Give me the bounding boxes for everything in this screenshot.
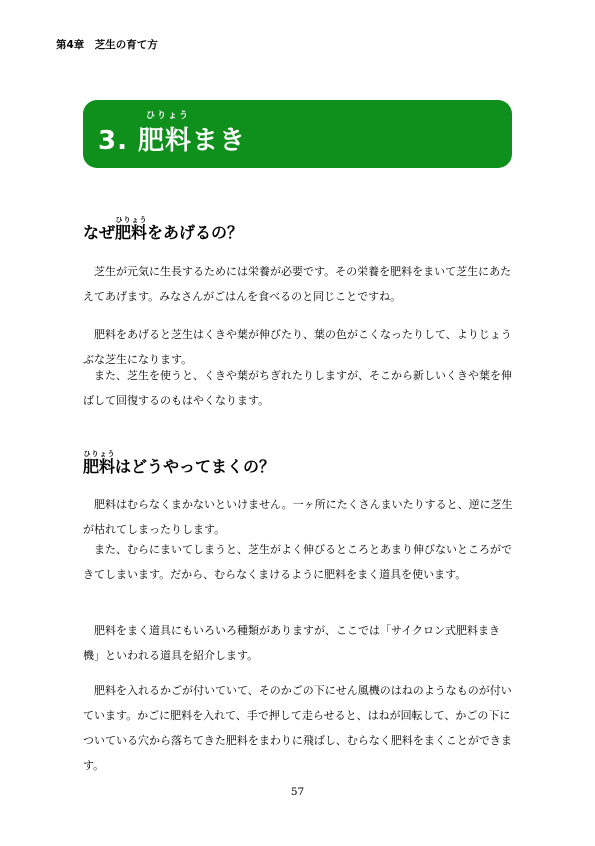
paragraph-2: 肥料をあげると芝生はくきや葉が伸びたり、葉の色がこくなったりして、よりじょうぶな芝生になります。 bbox=[83, 328, 512, 366]
section-heading-1 bbox=[83, 216, 243, 243]
section-heading-1-suffix: をあげるの？ bbox=[147, 223, 244, 242]
section-heading-2-word: 肥料ひりょう bbox=[83, 450, 116, 476]
section-heading-2 bbox=[83, 450, 275, 477]
section-heading-2-suffix: はどうやってまくの？ bbox=[115, 457, 276, 476]
paragraph-7: 肥料を入れるかごが付いていて、そのかごの下にせん風機のはねのようなものが付いています。かごに肥料を入れて、手で押して走らせると、はねが回転して、かごの下についている穴から落ちてきた肥料をまわりに飛ばし、むらなく肥料をまくことができます。 bbox=[83, 684, 512, 772]
section-heading-1-prefix: なぜ bbox=[83, 223, 116, 242]
paragraph-1: 芝生が元気に生長するためには栄養が必要です。その栄養を肥料をまいて芝生にあたえてあげます。みなさんがごはんを食べるのと同じことですね。 bbox=[83, 265, 512, 303]
banner-furigana: ひりょう bbox=[146, 111, 191, 121]
paragraph-5: また、むらにまいてしまうと、芝生がよく伸びるところとあまり伸びないところができてしまいます。だから、むらなくまけるように肥料をまく道具を使います。 bbox=[83, 543, 512, 581]
banner-title bbox=[98, 120, 246, 157]
banner-number: 3. bbox=[98, 126, 128, 156]
banner-heading: 肥料まき bbox=[138, 126, 247, 156]
page-number: 57 bbox=[290, 786, 305, 798]
paragraph-3: また、芝生を使うと、くきや葉がちぎれたりしますが、そこから新しいくきや葉を伸ばして回復するのもはやくなります。 bbox=[83, 369, 512, 407]
chapter-header: 第4章 芝生の育て方 bbox=[56, 39, 158, 51]
section-heading-1-word: 肥料ひりょう bbox=[115, 216, 148, 242]
paragraph-6: 肥料をまく道具にもいろいろ種類がありますが、ここでは「サイクロン式肥料まき機」といわれる道具を紹介します。 bbox=[83, 624, 501, 662]
paragraph-4: 肥料はむらなくまかないといけません。一ヶ所にたくさんまいたりすると、逆に芝生が枯れてしまったりします。 bbox=[83, 498, 513, 536]
